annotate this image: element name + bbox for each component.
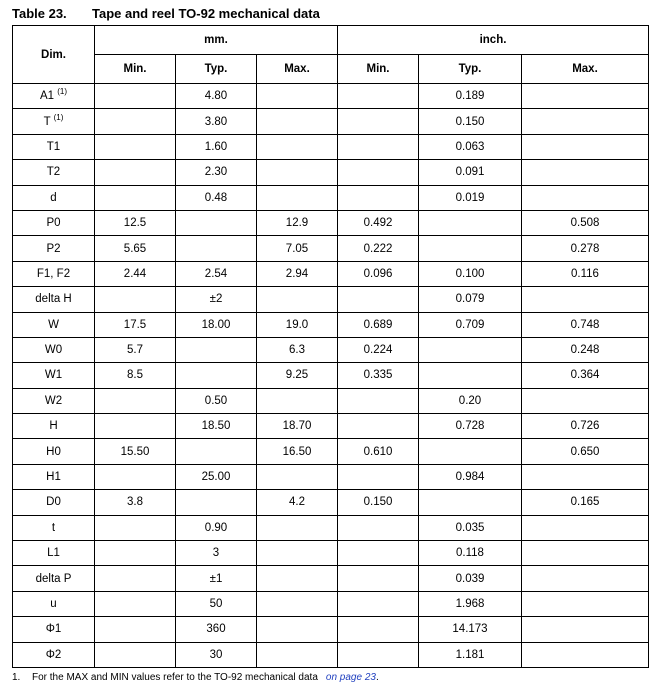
mm-typ-cell [176,337,257,362]
mm-max-cell [257,287,338,312]
mm-typ-cell: 0.90 [176,515,257,540]
mm-min-cell [95,185,176,210]
table-row [13,236,649,261]
footnote [12,672,379,683]
inch-max-cell [522,134,649,159]
inch-typ-header: Typ. [419,55,522,84]
mm-typ-cell [176,363,257,388]
mm-max-cell [257,591,338,616]
table-row [13,464,649,489]
table-row [13,388,649,413]
dim-cell [13,185,95,210]
mm-max-cell: 9.25 [257,363,338,388]
mm-min-cell [95,591,176,616]
table-body [13,84,649,668]
mm-max-cell: 12.9 [257,210,338,235]
table-row [13,109,649,134]
mm-max-cell: 19.0 [257,312,338,337]
inch-max-cell [522,109,649,134]
inch-max-cell: 0.248 [522,337,649,362]
inch-max-cell [522,642,649,667]
table-row [13,210,649,235]
inch-typ-cell [419,363,522,388]
table-title: Tape and reel TO-92 mechanical data [92,6,320,21]
footnote-end: . [375,672,379,683]
dim-cell [13,236,95,261]
dim-label: H0 [46,445,61,458]
dim-label: P2 [46,242,61,255]
table-row [13,363,649,388]
inch-max-cell [522,287,649,312]
footnote-page-link[interactable]: on page 23 [325,672,376,683]
table-row [13,312,649,337]
dim-cell [13,134,95,159]
inch-min-cell: 0.492 [338,210,419,235]
inch-min-header: Min. [338,55,419,84]
mm-typ-cell: 1.60 [176,134,257,159]
table-row [13,642,649,667]
table-row [13,287,649,312]
mm-min-cell: 17.5 [95,312,176,337]
inch-typ-cell [419,490,522,515]
mm-max-cell [257,515,338,540]
inch-typ-cell: 14.173 [419,617,522,642]
table-row [13,84,649,109]
inch-typ-cell: 0.091 [419,160,522,185]
mm-max-cell: 16.50 [257,439,338,464]
inch-max-cell [522,388,649,413]
footnote-number: 1. [12,672,21,683]
inch-min-cell [338,109,419,134]
table-row [13,337,649,362]
dim-cell [13,541,95,566]
dim-label: H1 [46,471,61,484]
mm-min-cell: 2.44 [95,261,176,286]
dim-label: T [43,115,51,128]
mm-min-cell [95,109,176,134]
inch-min-cell: 0.224 [338,337,419,362]
mm-typ-cell: 18.00 [176,312,257,337]
inch-max-cell [522,541,649,566]
table-row [13,261,649,286]
mm-min-cell: 3.8 [95,490,176,515]
inch-max-cell: 0.364 [522,363,649,388]
inch-min-cell [338,160,419,185]
inch-max-cell: 0.278 [522,236,649,261]
mm-min-cell: 5.7 [95,337,176,362]
mm-min-cell [95,566,176,591]
dim-cell [13,337,95,362]
dim-cell [13,287,95,312]
mm-typ-cell: ±2 [176,287,257,312]
dim-label: t [51,521,56,534]
footnote-ref: (1) [53,112,64,122]
mm-max-cell [257,160,338,185]
mm-max-cell: 4.2 [257,490,338,515]
inch-typ-cell: 0.709 [419,312,522,337]
inch-min-cell: 0.689 [338,312,419,337]
table-row [13,515,649,540]
mm-max-cell [257,134,338,159]
dim-cell [13,591,95,616]
mechanical-data-table [12,25,649,668]
inch-typ-cell: 0.039 [419,566,522,591]
table-row [13,160,649,185]
mm-min-header: Min. [95,55,176,84]
dim-cell [13,261,95,286]
inch-typ-cell [419,439,522,464]
dim-label: L1 [47,547,60,560]
mm-typ-cell: 2.30 [176,160,257,185]
mm-max-cell [257,84,338,109]
mm-max-header: Max. [257,55,338,84]
inch-typ-cell: 0.189 [419,84,522,109]
inch-min-cell [338,515,419,540]
mm-min-cell [95,541,176,566]
mm-typ-cell: 0.50 [176,388,257,413]
dim-cell [13,490,95,515]
dim-cell [13,515,95,540]
mm-min-cell [95,388,176,413]
inch-max-cell [522,591,649,616]
inch-max-cell [522,185,649,210]
dim-cell [13,160,95,185]
mm-typ-cell [176,210,257,235]
footnote-ref: (1) [57,87,68,97]
mm-max-cell: 6.3 [257,337,338,362]
mm-max-cell [257,464,338,489]
dim-label: delta H [35,293,72,306]
inch-min-cell [338,287,419,312]
inch-max-cell [522,464,649,489]
inch-min-cell: 0.150 [338,490,419,515]
dim-label: D0 [46,496,61,509]
dim-label: A1 [39,90,55,103]
mm-min-cell [95,84,176,109]
dim-label: P0 [46,217,61,230]
mm-typ-cell: 25.00 [176,464,257,489]
inch-min-cell [338,84,419,109]
inch-min-cell [338,185,419,210]
inch-typ-cell [419,210,522,235]
mm-min-cell [95,617,176,642]
inch-min-cell: 0.610 [338,439,419,464]
mm-typ-cell [176,490,257,515]
mm-max-cell [257,566,338,591]
inch-typ-cell [419,236,522,261]
dim-cell [13,464,95,489]
mm-typ-cell [176,236,257,261]
dim-label: W [48,318,59,331]
dim-label: delta P [35,572,72,585]
inch-typ-cell [419,337,522,362]
table-row [13,566,649,591]
dim-label: T2 [46,166,61,179]
mm-typ-cell: 4.80 [176,84,257,109]
mm-min-cell [95,134,176,159]
inch-typ-cell: 1.968 [419,591,522,616]
dim-cell [13,109,95,134]
mm-typ-cell: 0.48 [176,185,257,210]
dim-header: Dim. [13,26,95,84]
inch-max-cell [522,566,649,591]
inch-min-cell: 0.222 [338,236,419,261]
table-row [13,617,649,642]
inch-max-cell [522,617,649,642]
mm-typ-cell: 360 [176,617,257,642]
footnote-text: For the MAX and MIN values refer to the TO-92 mechanical data [32,672,318,683]
inch-min-cell [338,134,419,159]
inch-max-cell: 0.748 [522,312,649,337]
inch-min-cell [338,566,419,591]
mm-max-cell [257,642,338,667]
inch-max-header: Max. [522,55,649,84]
mm-max-cell [257,185,338,210]
mm-max-cell: 7.05 [257,236,338,261]
inch-group-header: inch. [338,26,649,55]
dim-cell [13,210,95,235]
mm-min-cell [95,642,176,667]
mm-max-cell: 2.94 [257,261,338,286]
dim-cell [13,312,95,337]
mm-max-cell [257,617,338,642]
inch-typ-cell: 0.118 [419,541,522,566]
mm-typ-cell [176,439,257,464]
inch-typ-cell: 0.063 [419,134,522,159]
dim-cell [13,617,95,642]
inch-typ-cell: 0.150 [419,109,522,134]
inch-min-cell [338,541,419,566]
table-row [13,541,649,566]
inch-typ-cell: 0.20 [419,388,522,413]
table-caption [12,6,320,21]
inch-min-cell [338,617,419,642]
inch-min-cell [338,414,419,439]
dim-label: u [50,598,57,610]
inch-typ-cell: 1.181 [419,642,522,667]
table-row [13,439,649,464]
table-row [13,185,649,210]
inch-max-cell: 0.726 [522,414,649,439]
inch-typ-cell: 0.100 [419,261,522,286]
mm-max-cell [257,388,338,413]
mm-typ-cell: ±1 [176,566,257,591]
inch-max-cell [522,515,649,540]
table-row [13,134,649,159]
mm-typ-cell: 2.54 [176,261,257,286]
inch-typ-cell: 0.984 [419,464,522,489]
dim-cell [13,439,95,464]
mm-min-cell [95,414,176,439]
mm-min-cell [95,515,176,540]
dim-label: Φ1 [45,623,62,636]
inch-min-cell [338,642,419,667]
dim-cell [13,566,95,591]
inch-max-cell [522,84,649,109]
dim-label: T1 [46,140,61,153]
inch-max-cell: 0.116 [522,261,649,286]
mm-min-cell [95,287,176,312]
inch-max-cell: 0.508 [522,210,649,235]
inch-typ-cell: 0.079 [419,287,522,312]
dim-cell [13,388,95,413]
inch-typ-cell: 0.019 [419,185,522,210]
dim-label: W2 [44,394,63,407]
mm-max-cell: 18.70 [257,414,338,439]
mm-min-cell: 8.5 [95,363,176,388]
table-number: Table 23. [12,6,67,21]
inch-min-cell: 0.335 [338,363,419,388]
inch-min-cell [338,591,419,616]
mm-typ-cell: 30 [176,642,257,667]
dim-label: W1 [44,369,63,382]
inch-typ-cell: 0.728 [419,414,522,439]
dim-label: F1, F2 [36,267,71,280]
table-row [13,591,649,616]
mm-min-cell: 5.65 [95,236,176,261]
mm-typ-cell: 3.80 [176,109,257,134]
mm-max-cell [257,109,338,134]
inch-max-cell: 0.650 [522,439,649,464]
mm-typ-cell: 18.50 [176,414,257,439]
dim-cell [13,363,95,388]
inch-min-cell [338,388,419,413]
inch-min-cell: 0.096 [338,261,419,286]
inch-typ-cell: 0.035 [419,515,522,540]
inch-max-cell [522,160,649,185]
mm-typ-cell: 50 [176,591,257,616]
mm-group-header: mm. [95,26,338,55]
table-row [13,414,649,439]
mm-min-cell: 15.50 [95,439,176,464]
dim-cell [13,414,95,439]
dim-cell [13,642,95,667]
mm-min-cell: 12.5 [95,210,176,235]
inch-max-cell: 0.165 [522,490,649,515]
dim-label: W0 [44,344,63,357]
dim-cell [13,84,95,109]
mm-typ-header: Typ. [176,55,257,84]
dim-label: H [49,420,58,433]
dim-label: Φ2 [45,648,62,661]
table-row [13,490,649,515]
mm-min-cell [95,160,176,185]
mm-typ-cell: 3 [176,541,257,566]
mm-min-cell [95,464,176,489]
dim-label: d [50,191,57,204]
inch-min-cell [338,464,419,489]
mm-max-cell [257,541,338,566]
